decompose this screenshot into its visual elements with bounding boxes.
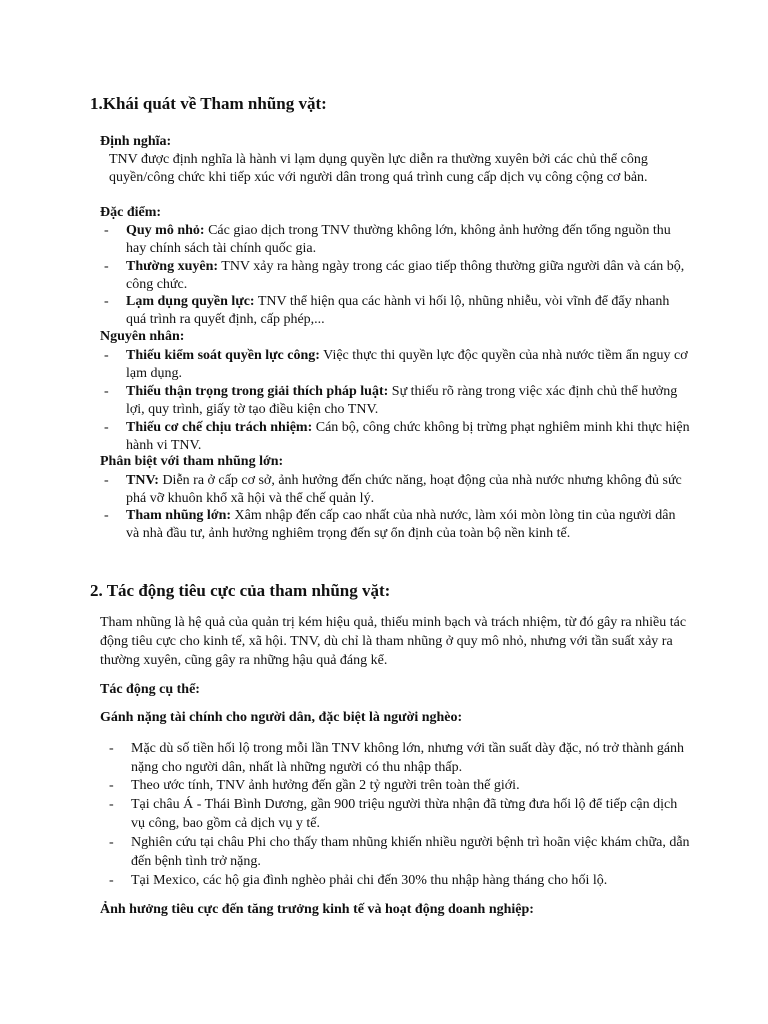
list-item: [100, 871, 690, 890]
bullet-dash: -: [109, 835, 114, 850]
item-text: Sự thiếu rõ ràng trong việc xác định chủ thể hưởng lợi, quy trình, giấy tờ tạo điều kiện cho TNV.: [126, 384, 678, 417]
item-text: Diễn ra ở cấp cơ sở, ảnh hưởng đến chức năng, hoạt động của nhà nước nhưng không đủ sức phá vỡ khuôn khổ xã hội và thể chế quản lý.: [126, 473, 682, 506]
bullet-dash: -: [104, 259, 109, 274]
list-item: [100, 776, 690, 795]
item-text: TNV xảy ra hàng ngày trong các giao tiếp thông thường giữa người dân và cán bộ, công chức.: [126, 259, 685, 292]
item-text: Theo ước tính, TNV ảnh hưởng đến gần 2 tỷ người trên toàn thế giới.: [131, 778, 520, 793]
item-text: Tại Mexico, các hộ gia đình nghèo phải chi đến 30% thu nhập hàng tháng cho hối lộ.: [131, 873, 608, 888]
item-text: Mặc dù số tiền hối lộ trong mỗi lần TNV không lớn, nhưng với tần suất dày đặc, nó trở thành gánh nặng cho người dân, nhất là những người có thu nhập thấp.: [131, 741, 685, 775]
intro-paragraph: Tham nhũng là hệ quả của quản trị kém hiệu quả, thiếu minh bạch và trách nhiệm, từ đó gây ra nhiều tác động tiêu cực cho kinh tế, xã hội. TNV, dù chỉ là tham nhũng ở quy mô nhỏ, nhưng với tần suất xảy ra thường xuyên, cũng gây ra những hậu quả đáng kể.: [100, 615, 687, 668]
bullet-dash: -: [109, 873, 114, 888]
list-item: [100, 222, 690, 257]
list-item: [100, 795, 690, 833]
distinguish-label: Phân biệt với tham nhũng lớn:: [100, 454, 284, 469]
list-item: [100, 419, 690, 454]
section-1-heading: 1.Khái quát về Tham nhũng vặt:: [90, 94, 327, 113]
item-text: Tại châu Á - Thái Bình Dương, gần 900 triệu người thừa nhận đã từng đưa hối lộ để tiếp cận dịch vụ công, bao gồm cả dịch vụ y tế.: [131, 797, 678, 831]
bullet-dash: -: [109, 778, 114, 793]
item-term: Thiếu cơ chế chịu trách nhiệm:: [126, 420, 313, 435]
bullet-dash: -: [109, 741, 114, 756]
list-item: [100, 472, 690, 507]
bullet-dash: -: [104, 420, 109, 435]
list-item: [100, 507, 690, 542]
bullet-dash: -: [109, 797, 114, 812]
economic-impact-label: Ảnh hưởng tiêu cực đến tăng trưởng kinh tế và hoạt động doanh nghiệp:: [100, 902, 534, 917]
bullet-dash: -: [104, 508, 109, 523]
list-item: [100, 258, 690, 293]
list-item: [100, 293, 690, 328]
item-term: Tham nhũng lớn:: [126, 508, 232, 523]
item-term: Quy mô nhỏ:: [126, 223, 205, 238]
financial-burden-label: Gánh nặng tài chính cho người dân, đặc biệt là người nghèo:: [100, 710, 463, 725]
bullet-dash: -: [104, 473, 109, 488]
item-text: TNV thể hiện qua các hành vi hối lộ, nhũng nhiễu, vòi vĩnh để đẩy nhanh quá trình ra quyết định, cấp phép,...: [126, 294, 670, 327]
item-text: Cán bộ, công chức không bị trừng phạt nghiêm minh khi thực hiện hành vi TNV.: [126, 420, 690, 453]
bullet-dash: -: [104, 223, 109, 238]
list-item: [100, 833, 690, 871]
list-item: [100, 347, 690, 382]
item-term: Thiếu kiểm soát quyền lực công:: [126, 348, 320, 363]
causes-label: Nguyên nhân:: [100, 329, 185, 344]
list-item: [100, 739, 690, 777]
item-text: Các giao dịch trong TNV thường không lớn, không ảnh hưởng đến tổng nguồn thu hay chính sách tài chính quốc gia.: [126, 223, 671, 256]
item-term: Lạm dụng quyền lực:: [126, 294, 255, 309]
definition-label: Định nghĩa:: [100, 134, 172, 149]
bullet-dash: -: [104, 384, 109, 399]
bullet-dash: -: [104, 294, 109, 309]
bullet-dash: -: [104, 348, 109, 363]
item-term: TNV:: [126, 473, 159, 488]
definition-text: TNV được định nghĩa là hành vi lạm dụng quyền lực diễn ra thường xuyên bởi các chủ thể công quyền/công chức khi tiếp xúc với người dân trong quá trình cung cấp dịch vụ công cộng cơ bản.: [109, 152, 648, 185]
section-2-heading: 2. Tác động tiêu cực của tham nhũng vặt:: [90, 581, 391, 600]
list-item: [100, 383, 690, 418]
item-text: Việc thực thi quyền lực độc quyền của nhà nước tiềm ẩn nguy cơ lạm dụng.: [126, 348, 688, 381]
specific-impacts-label: Tác động cụ thể:: [100, 682, 200, 697]
item-text: Nghiên cứu tại châu Phi cho thấy tham nhũng khiến nhiều người bệnh trì hoãn việc khám chữa, dẫn đến bệnh tình trở nặng.: [131, 835, 690, 869]
item-term: Thường xuyên:: [126, 259, 219, 274]
item-text: Xâm nhập đến cấp cao nhất của nhà nước, làm xói mòn lòng tin của người dân và nhà đầu tư, ảnh hưởng nghiêm trọng đến sự ổn định của toàn bộ nền kinh tế.: [126, 508, 676, 541]
features-label: Đặc điểm:: [100, 205, 162, 220]
item-term: Thiếu thận trọng trong giải thích pháp luật:: [126, 384, 389, 399]
